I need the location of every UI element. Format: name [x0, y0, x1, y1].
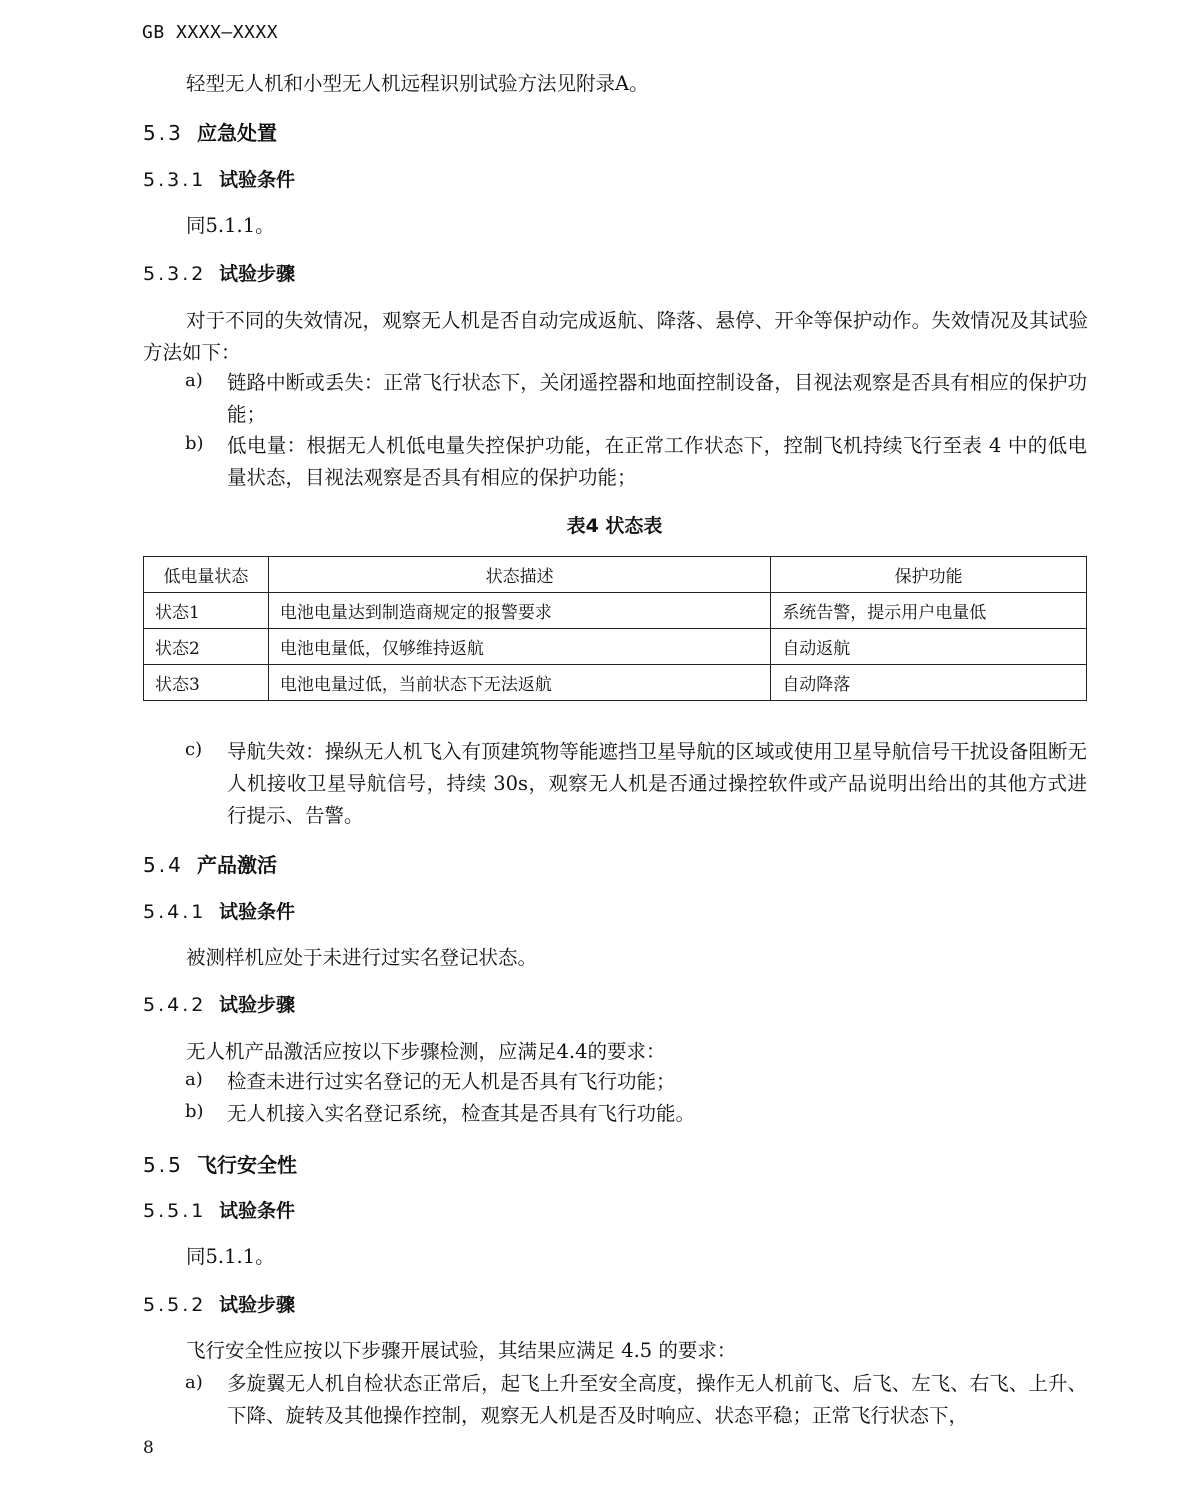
section-heading-5-5: [143, 1149, 297, 1178]
table-cell: 电池电量达到制造商规定的报警要求: [268, 593, 770, 629]
state-table: [143, 556, 1087, 701]
subsection-number: 5.5.2: [143, 1294, 207, 1316]
subsection-number: 5.5.1: [143, 1200, 207, 1222]
table-row: [144, 593, 1087, 629]
list-item-low-battery: 低电量：根据无人机低电量失控保护功能，在正常工作状态下，控制飞机持续飞行至表 4 中的低电量状态，目视法观察是否具有相应的保护功能；: [227, 434, 1087, 489]
section-title: 产品激活: [197, 853, 277, 877]
table-cell: 自动返航: [771, 629, 1087, 665]
section-title: 应急处置: [197, 121, 277, 145]
subsection-heading-5-3-1: [143, 165, 295, 192]
subsection-number: 5.3.2: [143, 263, 207, 285]
table-row: [144, 629, 1087, 665]
list-item-check-unregistered: 检查未进行过实名登记的无人机是否具有飞行功能；: [227, 1070, 676, 1093]
table-cell: 系统告警，提示用户电量低: [771, 593, 1087, 629]
table-header-cell: 保护功能: [771, 557, 1087, 593]
table-header-row: [144, 557, 1087, 593]
paragraph-5-4-2: 无人机产品激活应按以下步骤检测，应满足4.4的要求：: [186, 1040, 666, 1063]
table-cell: 自动降落: [771, 665, 1087, 701]
table-header-cell: 状态描述: [268, 557, 770, 593]
table-cell: 电池电量低，仅够维持返航: [268, 629, 770, 665]
section-number: 5.5: [143, 1153, 184, 1177]
section-heading-5-3: [143, 117, 277, 146]
section-number: 5.4: [143, 853, 184, 877]
subsection-title: 试验步骤: [219, 994, 296, 1016]
list-label-c: c): [185, 739, 203, 760]
section-heading-5-4: [143, 849, 277, 878]
table-row: [144, 665, 1087, 701]
paragraph-5-5-1: 同5.1.1。: [186, 1245, 275, 1268]
list-item-multirotor-flight: 多旋翼无人机自检状态正常后，起飞上升至安全高度，操作无人机前飞、后飞、左飞、右飞、上升、下降、旋转及其他操作控制，观察无人机是否及时响应、状态平稳；正常飞行状态下，: [227, 1372, 1087, 1427]
subsection-number: 5.3.1: [143, 169, 207, 191]
paragraph-5-3-2: 对于不同的失效情况，观察无人机是否自动完成返航、降落、悬停、开伞等保护动作。失效情况及其试验方法如下：: [143, 309, 1088, 364]
list-label-b: b): [185, 1101, 204, 1122]
subsection-heading-5-5-1: [143, 1196, 295, 1223]
paragraph-5-5-2: 飞行安全性应按以下步骤开展试验，其结果应满足 4.5 的要求：: [186, 1339, 737, 1362]
list-label-b: b): [185, 433, 204, 454]
subsection-heading-5-4-2: [143, 990, 295, 1017]
subsection-title: 试验条件: [219, 169, 296, 191]
subsection-title: 试验步骤: [219, 1294, 296, 1316]
list-item-link-loss: 链路中断或丢失：正常飞行状态下，关闭遥控器和地面控制设备，目视法观察是否具有相应的保护功能；: [227, 371, 1087, 426]
subsection-title: 试验条件: [219, 901, 296, 923]
list-label-a: a): [185, 1372, 203, 1393]
subsection-number: 5.4.1: [143, 901, 207, 923]
section-title: 飞行安全性: [197, 1153, 297, 1177]
subsection-heading-5-4-1: [143, 897, 295, 924]
paragraph-5-3-1: 同5.1.1。: [186, 214, 275, 237]
paragraph-5-4-1: 被测样机应处于未进行过实名登记状态。: [186, 946, 538, 969]
section-number: 5.3: [143, 121, 184, 145]
list-label-a: a): [185, 1069, 203, 1090]
subsection-number: 5.4.2: [143, 994, 207, 1016]
table-caption: 表4 状态表: [566, 515, 663, 537]
page-number: 8: [143, 1438, 154, 1458]
subsection-title: 试验步骤: [219, 263, 296, 285]
list-label-a: a): [185, 370, 203, 391]
table-cell: 电池电量过低，当前状态下无法返航: [268, 665, 770, 701]
subsection-title: 试验条件: [219, 1200, 296, 1222]
table-header-cell: 低电量状态: [144, 557, 269, 593]
subsection-heading-5-3-2: [143, 259, 295, 286]
subsection-heading-5-5-2: [143, 1290, 295, 1317]
intro-paragraph: 轻型无人机和小型无人机远程识别试验方法见附录A。: [186, 72, 649, 95]
table-cell: 状态3: [144, 665, 269, 701]
document-code-header: GB XXXX—XXXX: [142, 22, 279, 43]
table-cell: 状态2: [144, 629, 269, 665]
list-item-nav-failure: 导航失效：操纵无人机飞入有顶建筑物等能遮挡卫星导航的区域或使用卫星导航信号干扰设备阻断无人机接收卫星导航信号，持续 30s，观察无人机是否通过操控软件或产品说明出给出的其他方式进行提示、告警。: [227, 740, 1087, 827]
list-item-check-registered: 无人机接入实名登记系统，检查其是否具有飞行功能。: [227, 1102, 696, 1125]
table-cell: 状态1: [144, 593, 269, 629]
